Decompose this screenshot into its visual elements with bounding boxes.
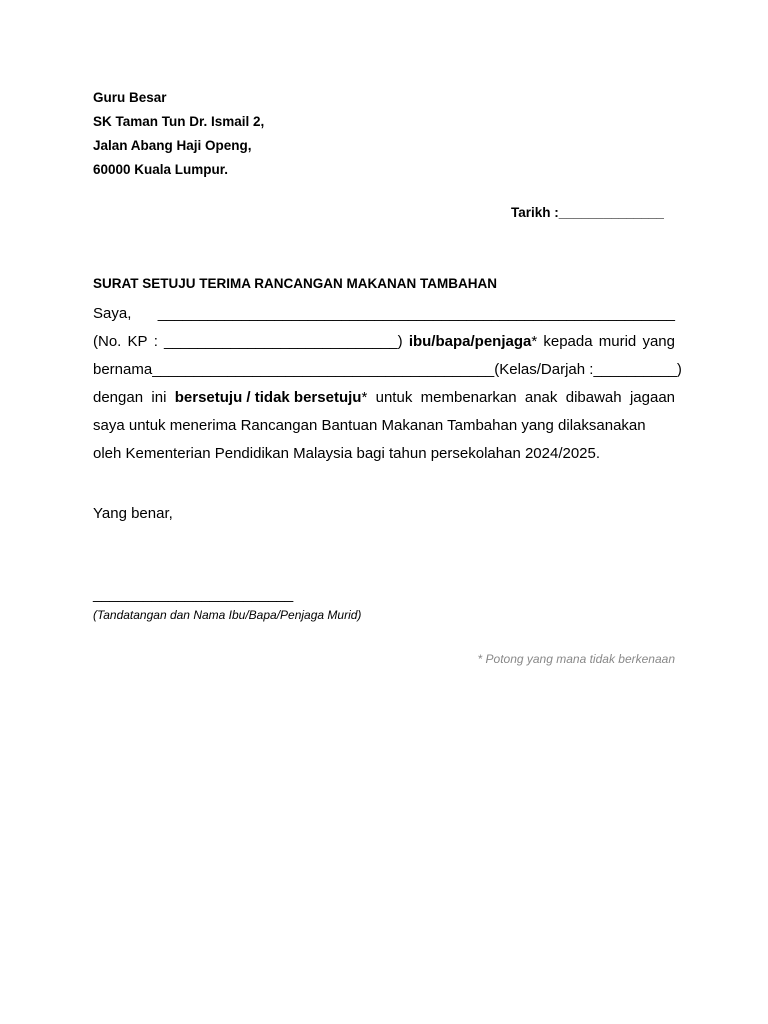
body-line-5: saya untuk menerima Rancangan Bantuan Makanan Tambahan yang dilaksanakan [93,417,646,434]
body-line-6: oleh Kementerian Pendidikan Malaysia bagi tahun persekolahan 2024/2025. [93,445,601,462]
body-line-1 [93,300,675,328]
closing-salutation: Yang benar, [93,505,173,522]
footnote: * Potong yang mana tidak berkenaan [477,652,675,666]
relationship-bold: ibu/bapa/penjaga [408,333,532,350]
body-text: murid [598,333,637,350]
consent-bold: bersetuju / tidak bersetuju [174,389,362,406]
asterisk: * [361,389,368,406]
name-blank: ______________________________________________________________ [157,305,675,322]
address-line-4: 60000 Kuala Lumpur. [93,162,229,177]
body-text: membenarkan [420,389,517,406]
body-text: kepada [543,333,593,350]
class-blank: (Kelas/Darjah :__________) [494,361,682,378]
date-blank: ______________ [558,205,664,220]
letter-body [93,300,682,468]
asterisk: * [531,333,538,350]
body-text: dengan [93,389,144,406]
body-line-2 [93,328,675,356]
body-text: (No. [93,333,122,350]
signature-line: ________________________ [93,586,294,603]
body-text: jagaan [629,389,675,406]
consent-option [175,384,368,412]
body-text: : [153,333,158,350]
body-text: untuk [375,389,413,406]
body-text: Saya, [93,305,132,322]
address-line-2: SK Taman Tun Dr. Ismail 2, [93,114,265,129]
body-text: dibawah [565,389,622,406]
body-line-4 [93,384,675,412]
body-line-3 [93,356,682,384]
body-text: ini [151,389,167,406]
date-field [511,205,664,220]
body-text: bernama [93,361,153,378]
address-line-3: Jalan Abang Haji Openg, [93,138,252,153]
signature-caption: (Tandatangan dan Nama Ibu/Bapa/Penjaga Murid) [93,608,362,622]
address-line-1: Guru Besar [93,90,167,105]
recipient-address [93,86,264,182]
body-text: yang [642,333,675,350]
body-text: KP [127,333,148,350]
student-name-blank: _________________________________________ [152,361,495,378]
body-text: anak [524,389,558,406]
ic-number-blank: ____________________________) [164,333,403,350]
letter-subject: SURAT SETUJU TERIMA RANCANGAN MAKANAN TAMBAHAN [93,276,497,291]
date-label: Tarikh : [511,205,559,220]
relationship-option [409,328,537,356]
